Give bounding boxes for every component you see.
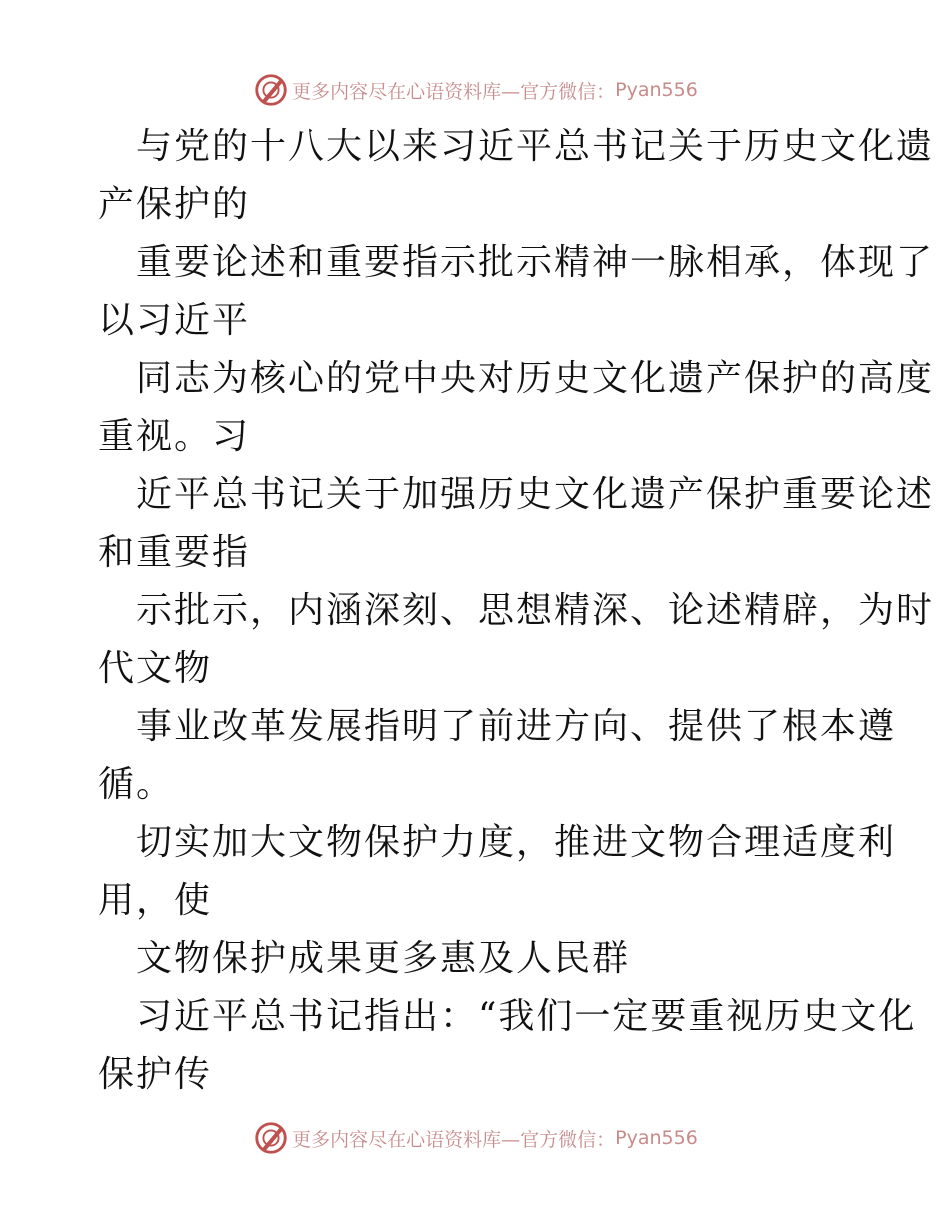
text-line: 示批示，内涵深刻、思想精深、论述精辟，为时 [136, 590, 935, 631]
text-line: 产保护的 [98, 184, 251, 225]
text-line: 和重要指 [98, 532, 251, 573]
text-line: 与党的十八大以来习近平总书记关于历史文化遗 [136, 126, 935, 167]
text-line: 习近平总书记指出：“我们一定要重视历史文化 [136, 996, 917, 1037]
text-line: 文物保护成果更多惠及人民群 [136, 938, 631, 979]
header-watermark [0, 70, 950, 110]
pen-logo-icon [252, 1119, 290, 1157]
footer-watermark [0, 1118, 950, 1158]
text-line: 保护传 [98, 1054, 213, 1095]
text-line: 重视。习 [98, 416, 251, 457]
text-line: 事业改革发展指明了前进方向、提供了根本遵 [136, 706, 897, 747]
watermark-text: 更多内容尽在心语资料库—官方微信： [292, 80, 616, 103]
text-line: 循。 [98, 764, 175, 805]
watermark-text: 更多内容尽在心语资料库—官方微信： [292, 1128, 616, 1151]
watermark-wechat-id: Pyan556 [615, 79, 698, 101]
text-line: 以习近平 [98, 300, 251, 341]
text-line: 切实加大文物保护力度，推进文物合理适度利 [136, 822, 897, 863]
document-body [98, 118, 935, 1104]
watermark-wechat-id: Pyan556 [615, 1127, 698, 1149]
text-line: 用，使 [98, 880, 213, 921]
pen-logo-icon [252, 71, 290, 109]
text-line: 同志为核心的党中央对历史文化遗产保护的高度 [136, 358, 935, 399]
text-line: 近平总书记关于加强历史文化遗产保护重要论述 [136, 474, 935, 515]
text-line: 重要论述和重要指示批示精神一脉相承，体现了 [136, 242, 935, 283]
text-line: 代文物 [98, 648, 213, 689]
